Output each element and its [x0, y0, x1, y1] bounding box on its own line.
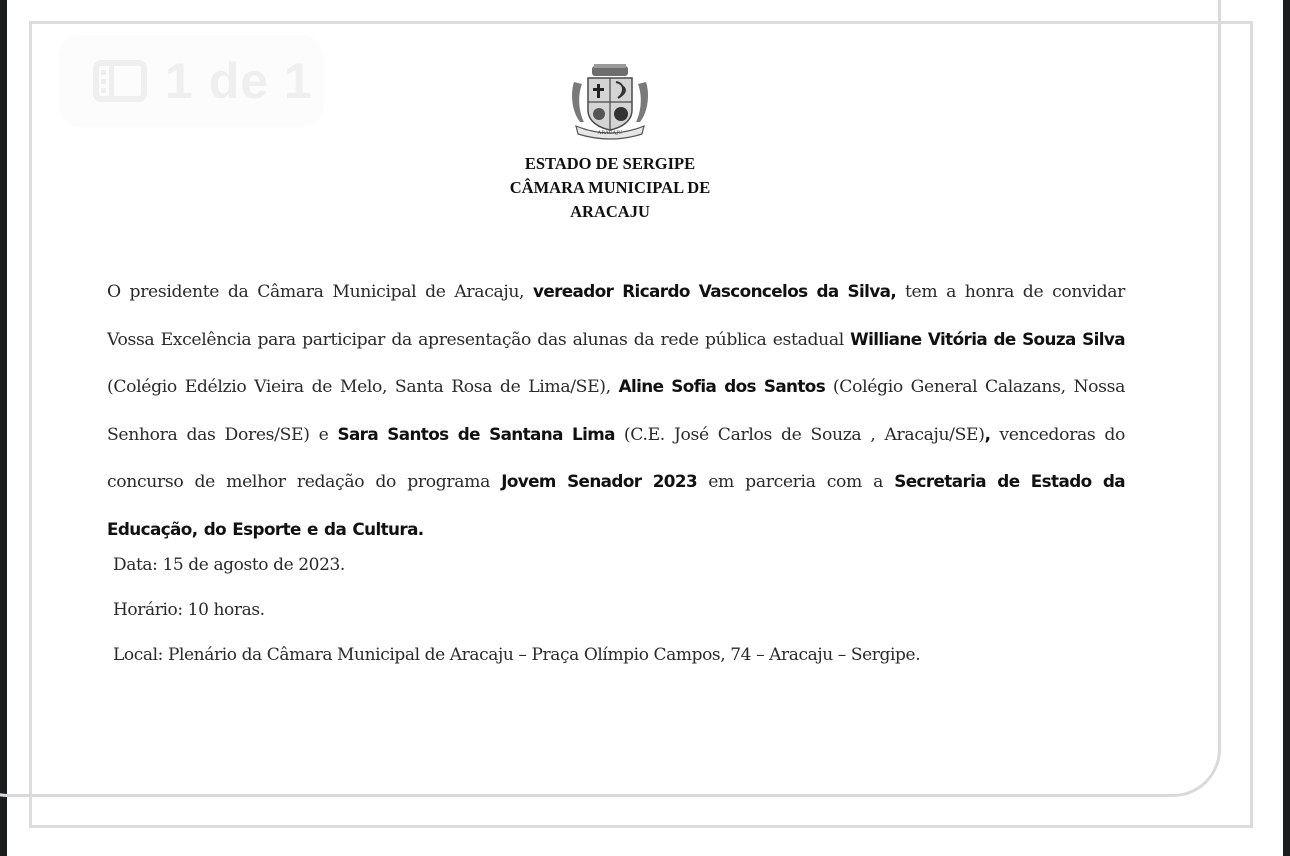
event-details — [113, 550, 920, 685]
sidebar-pages-icon — [93, 60, 147, 102]
document-header — [460, 152, 760, 224]
body-text: em parceria com a — [697, 472, 895, 492]
event-location: Local: Plenário da Câmara Municipal de Aracaju – Praça Olímpio Campos, 74 – Aracaju – Sergipe. — [113, 645, 921, 665]
window-edge-right — [1283, 0, 1290, 856]
window-edge-left — [0, 0, 7, 856]
body-text: (Colégio Edélzio Vieira de Melo, Santa Rosa de Lima/SE), — [107, 377, 619, 397]
header-city: ARACAJU — [570, 202, 650, 221]
header-chamber: CÂMARA MUNICIPAL DE — [509, 178, 711, 197]
body-text: (Colégio General Calazans, Nossa Senhora das Dores/SE) e — [107, 377, 1126, 445]
student-name-2: Aline Sofia dos Santos — [618, 376, 826, 396]
svg-text:ARACAJU: ARACAJU — [597, 130, 623, 136]
invitation-paragraph — [107, 268, 1125, 553]
body-text: tem a honra de convidar Vossa Excelência para participar da apresentação das alunas da rede pública estadual — [107, 282, 1125, 350]
student-name-3: Sara Santos de Santana Lima — [337, 423, 615, 444]
student-name-1: Williane Vitória de Souza Silva — [850, 328, 1125, 349]
coat-of-arms-icon — [568, 64, 652, 140]
body-text: O presidente da Câmara Municipal de Aracaju, — [107, 282, 533, 302]
program-name: Jovem Senador 2023 — [501, 471, 698, 491]
president-name: vereador Ricardo Vasconcelos da Silva, — [532, 281, 897, 301]
body-text: (C.E. José Carlos de Souza , Aracaju/SE) — [614, 424, 985, 445]
partner-secretariat: Secretaria de Estado da Educação, do Esporte e da Cultura. — [107, 471, 1125, 539]
page-count-label: 1 de 1 — [165, 53, 313, 109]
page-indicator[interactable] — [58, 35, 324, 127]
event-time: Horário: 10 horas. — [113, 600, 265, 620]
bold-comma: , — [984, 423, 991, 444]
header-state: ESTADO DE SERGIPE — [524, 154, 696, 173]
body-text: vencedoras do concurso de melhor redação do programa — [107, 424, 1126, 492]
event-date: Data: 15 de agosto de 2023. — [113, 555, 345, 575]
